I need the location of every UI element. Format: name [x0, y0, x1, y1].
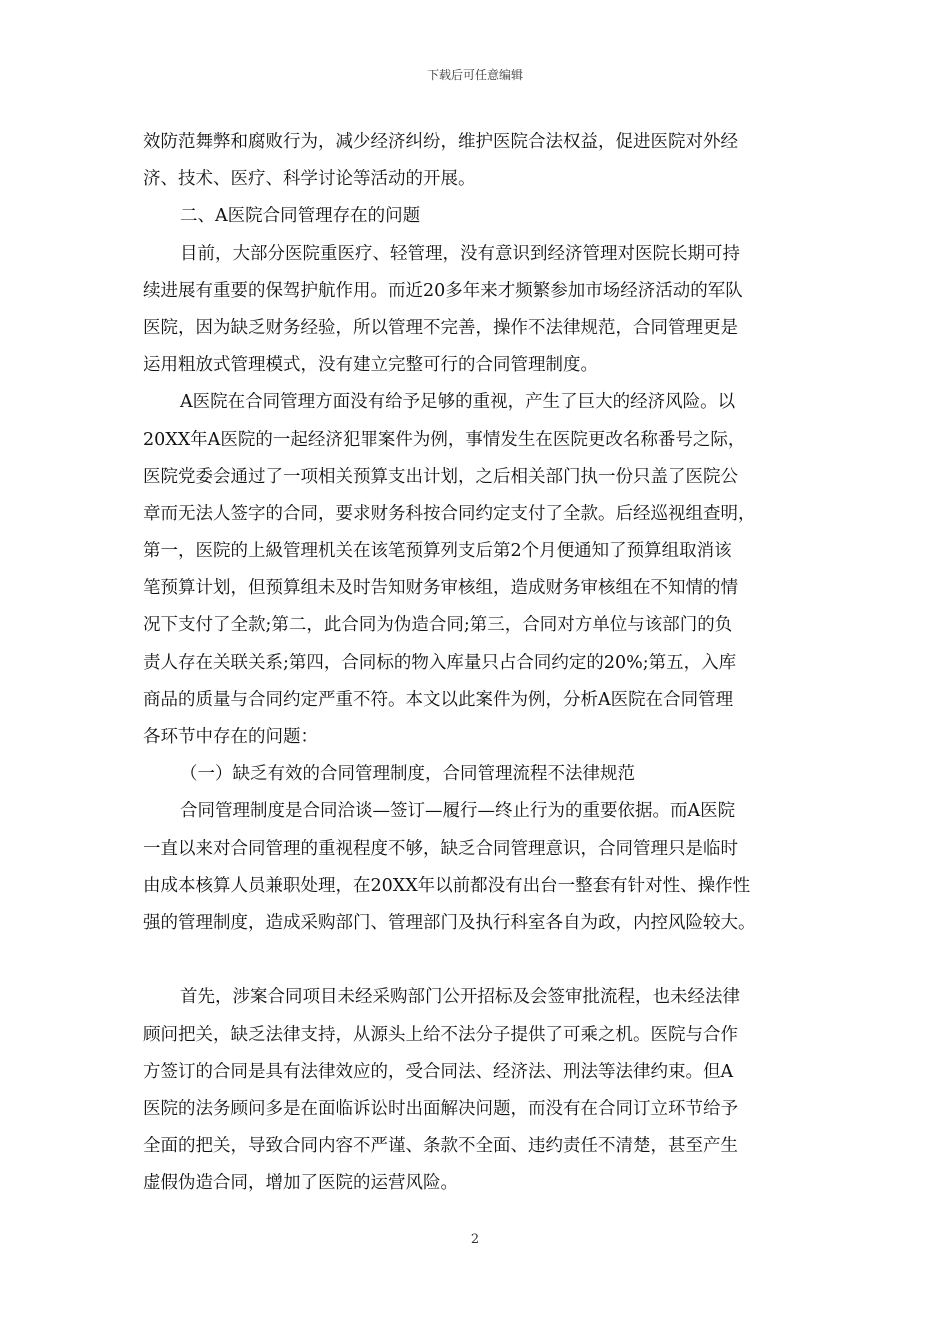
body-line: 虚假伪造合同，增加了医院的运营风险。: [143, 1173, 458, 1194]
body-line: 运用粗放式管理模式，没有建立完整可行的合同管理制度。: [143, 355, 598, 376]
section-heading: 二、A医院合同管理存在的问题: [180, 206, 421, 227]
body-line: 医院，因为缺乏财务经验，所以管理不完善，操作不法律规范，合同管理更是: [143, 317, 738, 338]
paragraph-start: 合同管理制度是合同洽谈—签订—履行—终止行为的重要依据。而A医院: [180, 801, 736, 822]
paragraph-gap: [143, 942, 811, 979]
body-line: 责人存在关联关系;第四，合同标的物入库量只占合同约定的20%;第五，入库: [143, 652, 737, 673]
body-line: 医院党委会通过了一项相关预算支出计划，之后相关部门执一份只盖了医院公: [143, 466, 738, 487]
body-line: 全面的把关，导致合同内容不严谨、条款不全面、违约责任不清楚，甚至产生: [143, 1136, 738, 1157]
body-line: 由成本核算人员兼职处理，在20XX年以前都没有出台一整套有针对性、操作性: [143, 875, 751, 896]
body-line: 况下支付了全款;第二，此合同为伪造合同;第三，合同对方单位与该部门的负: [143, 615, 733, 636]
body-line: 医院的法务顾问多是在面临诉讼时出面解决问题，而没有在合同订立环节给予: [143, 1098, 738, 1119]
subsection-heading: （一）缺乏有效的合同管理制度，合同管理流程不法律规范: [180, 764, 635, 785]
body-line: 第一，医院的上級管理机关在该笔预算列支后第2个月便通知了预算组取消该: [143, 541, 732, 562]
body-line: 方签订的合同是具有法律效应的，受合同法、经济法、刑法等法律约束。但A: [143, 1061, 734, 1082]
body-line: 顾问把关，缺乏法律支持，从源头上给不法分子提供了可乘之机。医院与合作: [143, 1024, 738, 1045]
paragraph-start: A医院在合同管理方面没有给予足够的重视，产生了巨大的经济风险。以: [180, 392, 736, 413]
body-line: 20XX年A医院的一起经济犯罪案件为例，事情发生在医院更改名称番号之际，: [143, 429, 746, 450]
page-number: 2: [470, 1232, 480, 1247]
body-line: 笔预算计划，但预算组未及时告知财务审核组，造成财务审核组在不知情的情: [143, 578, 738, 599]
document-body: [143, 124, 811, 1202]
body-line: 商品的质量与合同约定严重不符。本文以此案件为例，分析A医院在合同管理: [143, 689, 734, 710]
page-header: 下载后可任意编辑: [426, 68, 523, 82]
body-line: 效防范舞弊和腐败行为，减少经济纠纷，维护医院合法权益，促进医院对外经: [143, 132, 738, 152]
body-line: 强的管理制度，造成采购部门、管理部门及执行科室各自为政，内控风险较大。: [143, 912, 756, 933]
body-line: 各环节中存在的问题：: [143, 727, 318, 747]
body-line: 续进展有重要的保驾护航作用。而近20多年来才频繁参加市场经济活动的军队: [143, 280, 743, 301]
body-line: 章而无法人签字的合同，要求财务科按合同约定支付了全款。后经巡视组查明，: [143, 503, 756, 524]
paragraph-start: 首先，涉案合同项目未经采购部门公开招标及会签审批流程，也未经法律: [180, 987, 740, 1008]
body-line: 一直以来对合同管理的重视程度不够，缺乏合同管理意识，合同管理只是临时: [143, 838, 738, 859]
body-line: 济、技术、医疗、科学讨论等活动的开展。: [143, 169, 476, 190]
paragraph-start: 目前，大部分医院重医疗、轻管理，没有意识到经济管理对医院长期可持: [180, 243, 740, 264]
